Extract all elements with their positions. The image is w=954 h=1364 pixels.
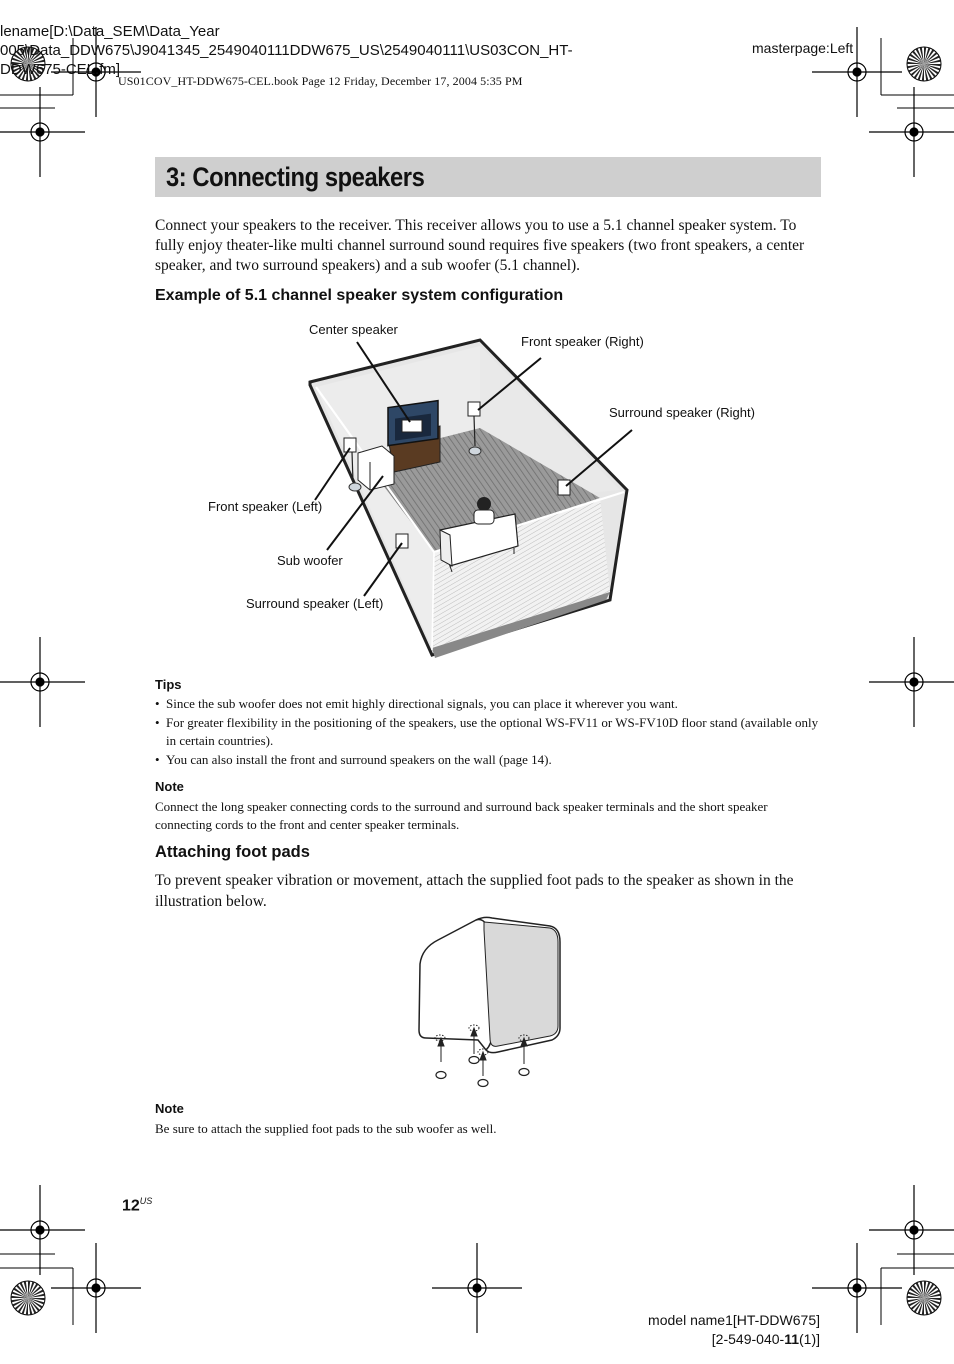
label-front-right: Front speaker (Right) bbox=[521, 334, 644, 349]
section-title: 3: Connecting speakers bbox=[166, 162, 425, 192]
label-surround-left: Surround speaker (Left) bbox=[246, 596, 384, 611]
example-heading: Example of 5.1 channel speaker system configuration bbox=[155, 287, 564, 304]
registration-target-icon bbox=[432, 1243, 522, 1333]
starburst-target-icon bbox=[11, 1281, 45, 1315]
starburst-target-icon bbox=[907, 1281, 941, 1315]
note-heading: Note bbox=[155, 779, 184, 794]
tip-item: • Since the sub woofer does not emit highly directional signals, you can place it wherever you want. bbox=[155, 695, 823, 713]
model-info: model name1[HT-DDW675] [2-549-040-11(1)] bbox=[648, 1312, 820, 1347]
label-sub-woofer: Sub woofer bbox=[277, 553, 343, 568]
registration-target-icon bbox=[0, 1185, 85, 1275]
label-center-speaker: Center speaker bbox=[309, 322, 398, 337]
foot-pads-text: To prevent speaker vibration or movement, attach the supplied foot pads to the speaker as shown in the illustration below. bbox=[155, 872, 794, 910]
note2-text: Be sure to attach the supplied foot pads to the sub woofer as well. bbox=[155, 1121, 497, 1136]
intro-text: Connect your speakers to the receiver. This receiver allows you to use a 5.1 channel speaker system. To fully enjoy theater-like multi channel surround sound requires five speakers (two front speakers, a center speaker, and two surround speakers) and a sub woofer (5.1 channel). bbox=[155, 217, 805, 274]
foot-pads-heading: Attaching foot pads bbox=[155, 843, 310, 861]
foot-pads-illustration bbox=[410, 912, 570, 1092]
note2-heading: Note bbox=[155, 1101, 184, 1116]
tips-heading: Tips bbox=[155, 677, 182, 692]
registration-target-icon bbox=[812, 1243, 902, 1333]
book-info: US01COV_HT-DDW675-CEL.book Page 12 Friday, December 17, 2004 5:35 PM bbox=[118, 74, 523, 88]
label-surround-right: Surround speaker (Right) bbox=[609, 405, 755, 420]
tip-item: • For greater flexibility in the positioning of the speakers, use the optional WS-FV11 or WS-FV10D floor stand (available only in certain countries). bbox=[155, 714, 823, 750]
file-path: lename[D:\Data_SEM\Data_Year 005\Data_DDW675\J9041345_2549040111DDW675_US\2549040111\US03CON_HT- DDW675-CEL.fm] bbox=[0, 23, 573, 78]
page-number: $12^{US}$ bbox=[122, 1196, 153, 1215]
note-text: Connect the long speaker connecting cords to the surround and surround back speaker terminals and the short speaker connecting cords to the front and center speaker terminals. bbox=[155, 799, 768, 832]
tips-list bbox=[155, 695, 823, 770]
registration-target-icon bbox=[869, 1185, 954, 1275]
registration-target-icon bbox=[51, 1243, 141, 1333]
tip-item: • You can also install the front and surround speakers on the wall (page 14). bbox=[155, 751, 823, 769]
label-front-left: Front speaker (Left) bbox=[208, 499, 323, 514]
masterpage-label: masterpage:Left bbox=[752, 40, 854, 56]
